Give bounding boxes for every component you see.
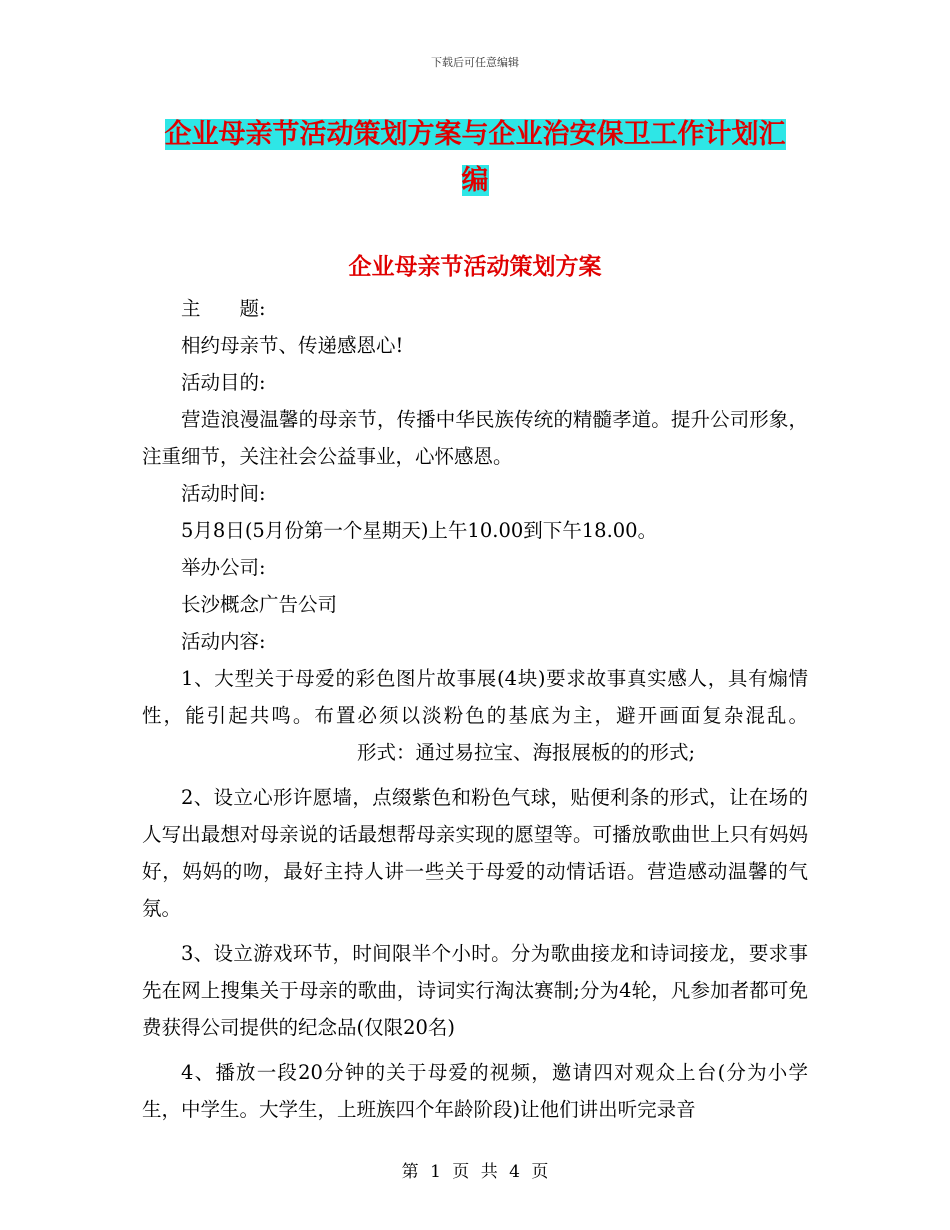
content-item-4: 4、播放一段20分钟的关于母爱的视频，邀请四对观众上台(分为小学生，中学生。大学生，上班族四个年龄阶段)让他们讲出听完录音 bbox=[142, 1061, 808, 1121]
purpose-label: 活动目的: bbox=[181, 371, 266, 394]
content-item-1-text: 1、大型关于母爱的彩色图片故事展(4块)要求故事真实感人，具有煽情性，能引起共鸣。布置必须以淡粉色的基底为主，避开画面复杂混乱。 bbox=[142, 667, 808, 727]
theme-value: 相约母亲节、传递感恩心! bbox=[181, 334, 404, 357]
content-item-2: 2、设立心形许愿墙，点缀紫色和粉色气球，贴便利条的形式，让在场的人写出最想对母亲说的话最想帮母亲实现的愿望等。可播放歌曲世上只有妈妈好，妈妈的吻，最好主持人讲一些关于母爱的动情话语。营造感动温馨的气氛。 bbox=[142, 786, 808, 920]
host-value: 长沙概念广告公司 bbox=[181, 593, 338, 616]
content-item-1-form: 形式：通过易拉宝、海报展板的的形式; bbox=[357, 741, 696, 764]
section-title: 企业母亲节活动策划方案 bbox=[348, 254, 602, 280]
time-label: 活动时间: bbox=[181, 482, 266, 505]
content-item-3: 3、设立游戏环节，时间限半个小时。分为歌曲接龙和诗词接龙，要求事先在网上搜集关于母亲的歌曲，诗词实行淘汰赛制;分为4轮，凡参加者都可免费获得公司提供的纪念品(仅限20名) bbox=[142, 942, 808, 1039]
title-line-2: 编 bbox=[461, 165, 489, 196]
content-item-1 bbox=[142, 660, 808, 771]
content-label: 活动内容: bbox=[181, 630, 266, 653]
title-line-1: 企业母亲节活动策划方案与企业治安保卫工作计划汇 bbox=[164, 119, 786, 150]
document-title bbox=[140, 112, 810, 204]
host-label: 举办公司: bbox=[181, 556, 266, 579]
page-footer: 第 1 页 共 4 页 bbox=[401, 1162, 549, 1182]
time-value: 5月8日(5月份第一个星期天)上午10.00到下午18.00。 bbox=[181, 519, 658, 542]
purpose-value: 营造浪漫温馨的母亲节，传播中华民族传统的精髓孝道。提升公司形象，注重细节，关注社会公益事业，心怀感恩。 bbox=[142, 408, 808, 468]
theme-label: 主 题: bbox=[181, 297, 266, 320]
header-note: 下载后可任意编辑 bbox=[431, 56, 519, 69]
document-body bbox=[142, 290, 808, 1128]
